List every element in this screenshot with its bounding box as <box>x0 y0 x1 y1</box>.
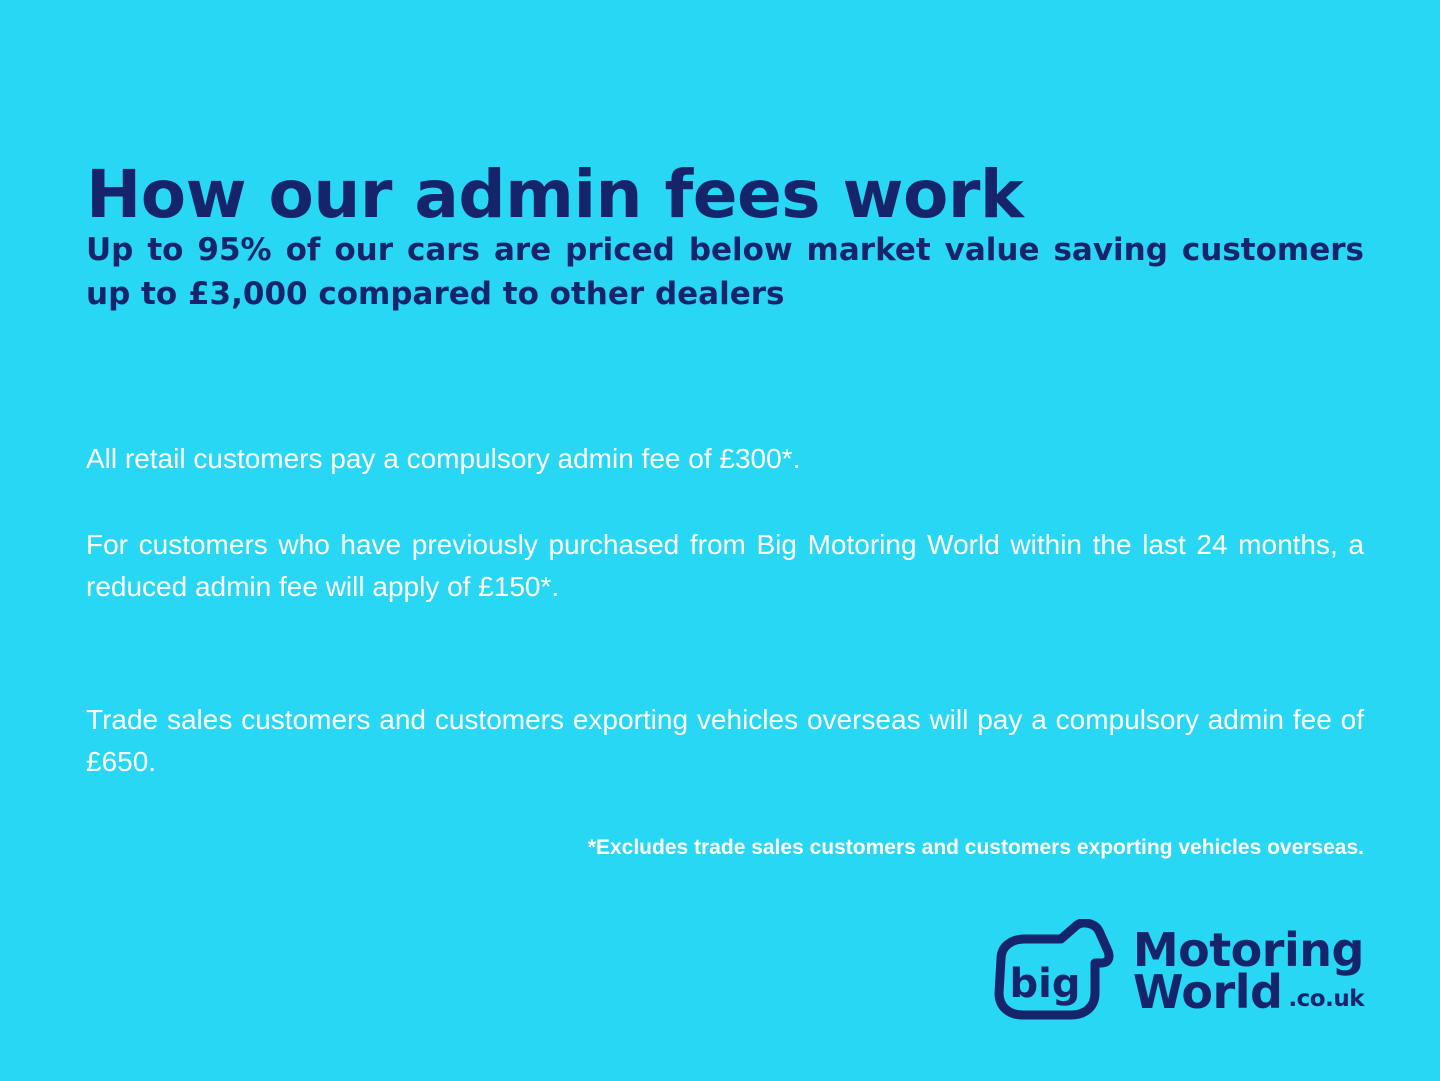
brand-tld: .co.uk <box>1288 986 1364 1013</box>
page-title: How our admin fees work <box>86 156 1024 234</box>
paragraph-trade-export-fee: Trade sales customers and customers exporting vehicles overseas will pay a compulsory admin fee of £650. <box>86 704 1364 777</box>
big-car-icon <box>991 919 1119 1023</box>
svg-text:big: big <box>1009 961 1081 1007</box>
paragraph-returning-customer-fee: For customers who have previously purchased from Big Motoring World within the last 24 months, a reduced admin fee will apply of £150*. <box>86 529 1364 602</box>
subheadline: Up to 95% of our cars are priced below market value saving customers up to £3,000 compared to other dealers <box>86 232 1364 313</box>
brand-line-motoring: Motoring <box>1132 922 1364 977</box>
brand-wordmark <box>1132 922 1364 1019</box>
paragraph-retail-fee: All retail customers pay a compulsory admin fee of £300*. <box>86 443 801 474</box>
brand-logo <box>991 919 1364 1023</box>
brand-word-world: World <box>1132 965 1283 1019</box>
brand-line-world <box>1132 965 1364 1019</box>
footnote: *Excludes trade sales customers and customers exporting vehicles overseas. <box>587 836 1364 859</box>
